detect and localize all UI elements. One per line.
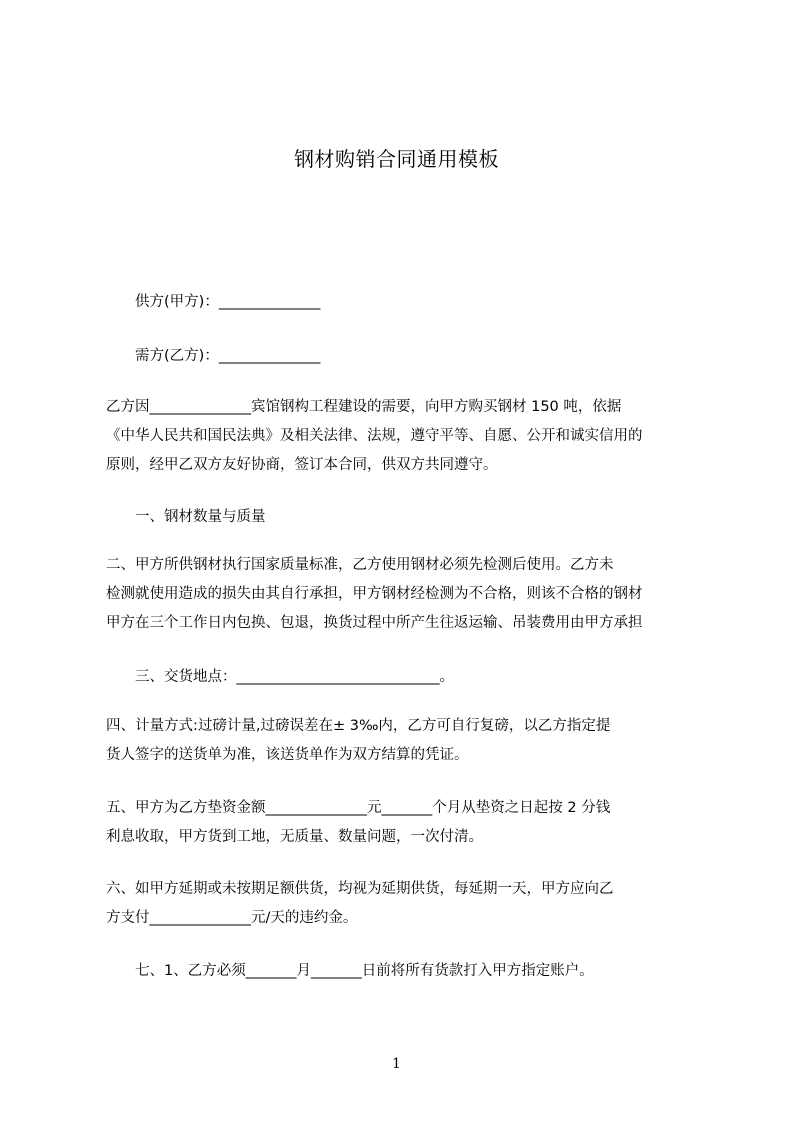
preamble-line: 《中华人民共和国民法典》及相关法律、法规，遵守平等、自愿、公开和诚实信用的 bbox=[106, 428, 643, 444]
section-2-line: 检测就使用造成的损失由其自行承担，甲方钢材经检测为不合格，则该不合格的钢材 bbox=[106, 586, 643, 602]
section-6-line: 六、如甲方延期或未按期足额供货，均视为延期供货，每延期一天，甲方应向乙 bbox=[106, 881, 614, 897]
section-4-line: 四、计量方式:过磅计量,过磅误差在± 3‰内，乙方可自行复磅，以乙方指定提 bbox=[106, 718, 611, 734]
preamble-line: 乙方因______________宾馆钢构工程建设的需要，向甲方购买钢材 150 吨，依据 bbox=[106, 399, 622, 415]
section-3-delivery-place: 三、交货地点：____________________________。 bbox=[135, 669, 454, 685]
page-number: 1 bbox=[392, 1056, 401, 1072]
section-6-paragraph bbox=[106, 875, 702, 933]
section-6-line: 方支付______________元/天的违约金。 bbox=[106, 910, 358, 926]
section-5-line: 利息收取，甲方货到工地，无质量、数量问题，一次付清。 bbox=[106, 829, 483, 845]
buyer-line: 需方(乙方)：______________ bbox=[135, 348, 321, 364]
section-1-heading: 一、钢材数量与质量 bbox=[135, 509, 266, 525]
section-7-line: 七、1、乙方必须_______月_______日前将所有货款打入甲方指定账户。 bbox=[135, 963, 594, 979]
section-5-paragraph bbox=[106, 794, 702, 852]
document-title: 钢材购销合同通用模板 bbox=[294, 147, 499, 171]
preamble-line: 原则，经甲乙双方友好协商，签订本合同，供双方共同遵守。 bbox=[106, 457, 498, 473]
section-4-line: 货人签字的送货单为准，该送货单作为双方结算的凭证。 bbox=[106, 747, 469, 763]
preamble-paragraph bbox=[106, 393, 702, 480]
section-2-paragraph bbox=[106, 551, 702, 638]
section-2-line: 二、甲方所供钢材执行国家质量标准，乙方使用钢材必须先检测后使用。乙方未 bbox=[106, 557, 614, 573]
section-5-line: 五、甲方为乙方垫资金额______________元_______个月从垫资之日起按 2 分钱 bbox=[106, 800, 611, 816]
supplier-line: 供方(甲方)：______________ bbox=[135, 294, 321, 310]
section-2-line: 甲方在三个工作日内包换、包退，换货过程中所产生往返运输、吊装费用由甲方承担 bbox=[106, 615, 643, 631]
section-4-paragraph bbox=[106, 712, 702, 770]
